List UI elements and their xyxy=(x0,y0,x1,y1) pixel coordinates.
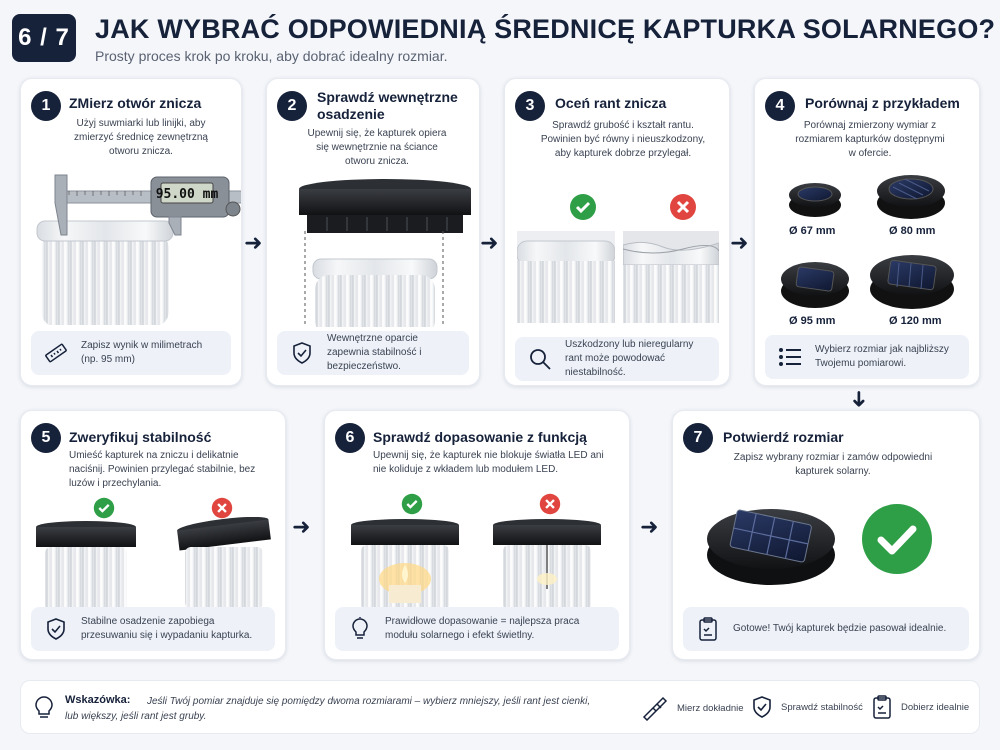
step-tip-text: Zapisz wynik w milimetrach (np. 95 mm) xyxy=(81,340,203,365)
bulb-icon xyxy=(33,695,55,726)
stable-cap-on-jar-image xyxy=(33,521,139,607)
step-tip xyxy=(277,331,469,375)
step-tip xyxy=(31,607,275,651)
tip-item-label: Mierz dokładnie xyxy=(677,702,744,714)
clipboard-check-icon xyxy=(871,695,893,719)
arrow-down-icon: ➜ xyxy=(847,389,873,409)
step-tip xyxy=(765,335,969,379)
arrow-right-icon: ➜ xyxy=(244,230,263,255)
solar-cap-image xyxy=(703,493,839,589)
step-description: Zapisz wybrany rozmiar i zamów odpowiedni kapturek solarny. xyxy=(733,452,933,477)
step-card-7 xyxy=(672,410,980,660)
shield-check-icon xyxy=(289,340,315,366)
ruler-icon xyxy=(43,340,69,366)
step-number: 1 xyxy=(31,91,61,121)
step-description: Użyj suwmiarki lub linijki, aby zmierzyć średnicę zewnętrzną otworu znicza. xyxy=(74,118,208,157)
good-icon xyxy=(569,193,597,221)
step-title: Sprawdź wewnętrzne osadzenie xyxy=(317,89,458,122)
step-tip-text: Uszkodzony lub nieregularny rant może powodować niestabilność. xyxy=(565,339,694,378)
tip-bar xyxy=(20,680,980,734)
confirm-check-icon xyxy=(861,503,933,575)
tip-item-stability xyxy=(751,695,863,719)
step-counter-badge: 6 / 7 xyxy=(12,14,76,62)
step-tip-text: Stabilne osadzenie zapobiega przesuwaniu się i wypadaniu kapturka. xyxy=(81,616,253,641)
page-title: JAK WYBRAĆ ODPOWIEDNIĄ ŚREDNICĘ KAPTURKA SOLARNEGO? xyxy=(95,14,996,44)
tip-item-label: Sprawdź stabilność xyxy=(781,701,863,713)
step-title: Oceń rant znicza xyxy=(555,95,667,111)
step-title: Sprawdź dopasowanie z funkcją xyxy=(373,429,587,445)
bad-icon xyxy=(669,193,697,221)
step-description: Sprawdź grubość i kształt rantu. Powinien być równy i nieuszkodzony, aby kapturek dobrze przylegał. xyxy=(540,120,706,159)
step-description: Umieść kapturek na zniczu i delikatnie naciśnij. Powinien przylegać stabilnie, bez luzów i przechylania. xyxy=(69,450,256,489)
step-title: Zweryfikuj stabilność xyxy=(69,429,212,445)
step-number: 3 xyxy=(515,91,545,121)
arrow-right-icon: ➜ xyxy=(292,514,311,539)
tip-lead: Wskazówka: xyxy=(65,694,131,706)
tip-item-measure xyxy=(641,695,744,721)
tip-item-label: Dobierz idealnie xyxy=(901,701,970,713)
cap-80-image xyxy=(873,169,949,221)
step-tip xyxy=(335,607,619,651)
step-card-4 xyxy=(754,78,980,386)
magnifier-icon xyxy=(527,346,553,372)
step-card-2 xyxy=(266,78,480,386)
step-tip-text: Gotowe! Twój kapturek będzie pasował idealnie. xyxy=(733,623,947,634)
step-title: ZMierz otwór znicza xyxy=(69,95,202,111)
step-number: 2 xyxy=(277,91,307,121)
size-label: Ø 67 mm xyxy=(789,225,836,237)
step-tip-text: Prawidłowe dopasowanie = najlepsza praca modułu solarnego i efekt świetlny. xyxy=(385,616,580,641)
page-subtitle: Prosty proces krok po kroku, aby dobrać idealny rozmiar. xyxy=(95,48,448,64)
jar-with-led-image xyxy=(491,519,603,609)
step-tip-text: Wybierz rozmiar jak najbliższy Twojemu pomiarowi. xyxy=(815,344,949,369)
arrow-right-icon: ➜ xyxy=(480,230,499,255)
step-description: Upewnij się, że kapturek nie blokuje światła LED ani nie koliduje z wkładem lub modułem LED. xyxy=(373,450,604,475)
size-label: Ø 80 mm xyxy=(889,225,936,237)
step-card-6 xyxy=(324,410,630,660)
cap-above-jar-illustration xyxy=(267,177,480,327)
cap-120-image xyxy=(867,245,957,311)
good-icon xyxy=(93,497,115,519)
step-tip xyxy=(31,331,231,375)
shield-check-icon xyxy=(43,616,69,642)
caliper-icon xyxy=(641,695,669,721)
caliper-reading: 95.00 mm xyxy=(155,187,219,202)
arrow-right-icon: ➜ xyxy=(640,514,659,539)
shield-check-icon xyxy=(751,695,773,719)
jar-with-candle-image xyxy=(349,519,461,609)
tip-item-fit xyxy=(871,695,969,719)
arrow-right-icon: ➜ xyxy=(730,230,749,255)
step-card-5 xyxy=(20,410,286,660)
cap-67-image xyxy=(785,179,845,219)
step-tip-text: Wewnętrzne oparcie zapewnia stabilność i bezpieczeństwo. xyxy=(327,333,422,372)
step-card-1 xyxy=(20,78,242,386)
step-title: Potwierdź rozmiar xyxy=(723,429,844,445)
bad-icon xyxy=(539,493,561,515)
bulb-icon xyxy=(347,616,373,642)
step-number: 7 xyxy=(683,423,713,453)
tip-text: Jeśli Twój pomiar znajduje się pomiędzy dwoma rozmiarami – wybierz mniejszy, jeśli rant jest cienki, lub większy, jeśli rant jest gruby. xyxy=(65,696,591,722)
cap-95-image xyxy=(777,251,853,311)
size-label: Ø 95 mm xyxy=(789,315,836,327)
step-number: 4 xyxy=(765,91,795,121)
caliper-jar-illustration xyxy=(21,165,242,325)
tilted-cap-on-jar-image xyxy=(171,517,277,607)
size-label: Ø 120 mm xyxy=(889,315,942,327)
step-tip xyxy=(515,337,719,381)
damaged-rim-photo xyxy=(623,231,719,323)
step-description: Upewnij się, że kapturek opiera się wewnętrznie na ściance otworu znicza. xyxy=(307,128,447,167)
bad-icon xyxy=(211,497,233,519)
list-icon xyxy=(777,344,803,370)
good-rim-photo xyxy=(517,231,615,323)
step-description: Porównaj zmierzony wymiar z rozmiarem kapturków dostępnymi w ofercie. xyxy=(795,120,945,159)
step-card-3 xyxy=(504,78,730,386)
step-number: 5 xyxy=(31,423,61,453)
good-icon xyxy=(401,493,423,515)
step-number: 6 xyxy=(335,423,365,453)
step-title: Porównaj z przykładem xyxy=(805,95,960,111)
clipboard-check-icon xyxy=(695,616,721,642)
step-tip xyxy=(683,607,969,651)
